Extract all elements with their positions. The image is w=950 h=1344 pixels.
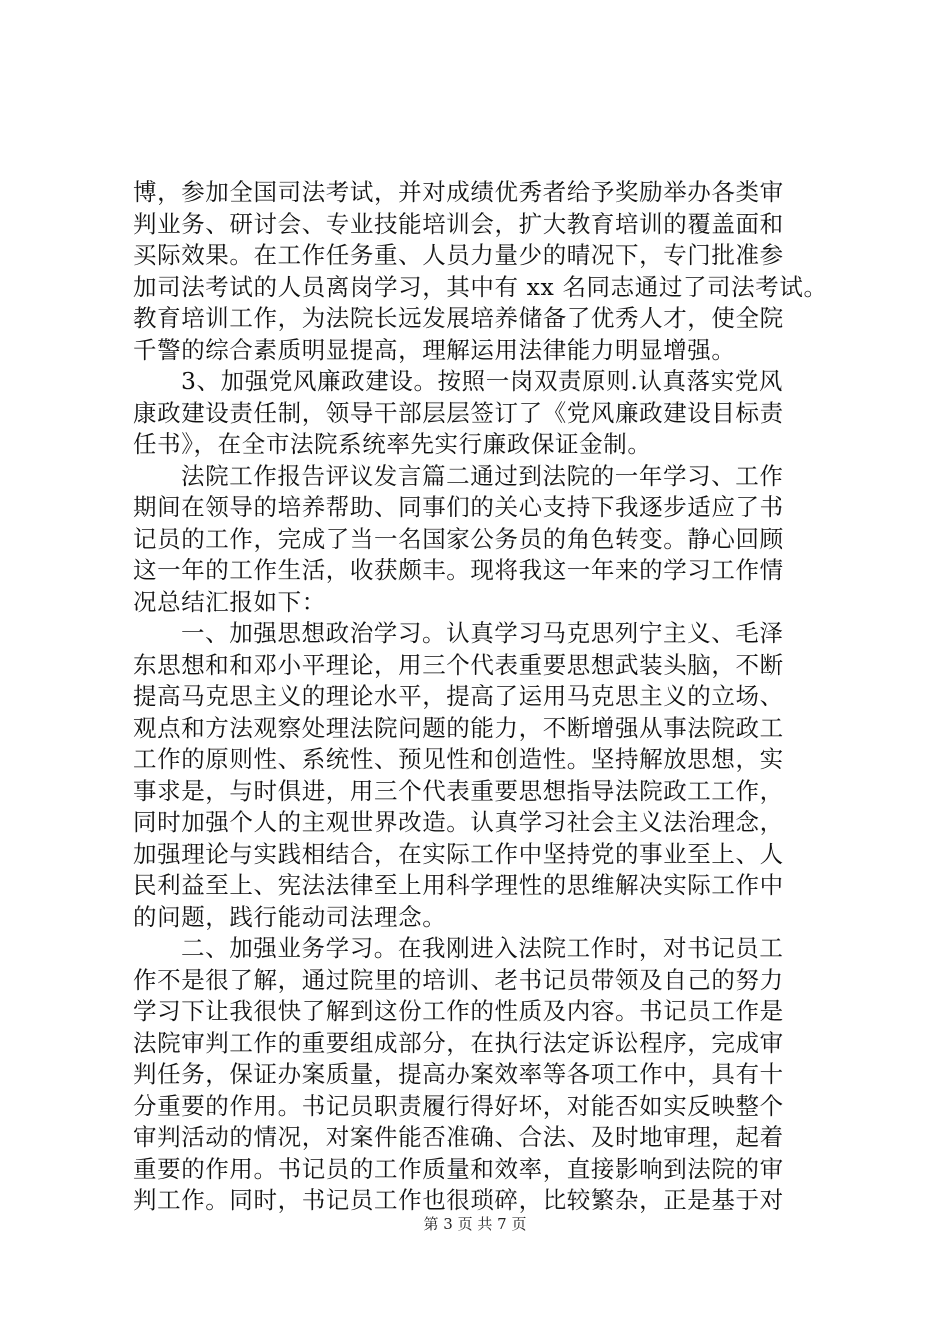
document-body bbox=[133, 177, 828, 1217]
text-line: 况总结汇报如下： bbox=[133, 587, 326, 616]
text-line: 康政建设责任制，领导干部层层签订了《党风廉政建设目标责 bbox=[133, 398, 784, 427]
text-line: 教育培训工作，为法院长远发展培养储备了优秀人才，使全院 bbox=[133, 304, 784, 332]
text-line: 判任务，保证办案质量，提高办案效率等各项工作中，具有十 bbox=[133, 1060, 784, 1088]
text-line: 博，参加全国司法考试，并对成绩优秀者给予奖励举办各类审 bbox=[133, 178, 784, 206]
text-line: 3、加强党风廉政建设。按照一岗双责原则.认真落实党风 bbox=[181, 367, 784, 395]
text-line: 法院工作报告评议发言篇二通过到法院的一年学习、工作 bbox=[181, 461, 784, 490]
text-line: 事求是，与时俱进，用三个代表重要思想指导法院政工工作， bbox=[133, 776, 784, 805]
text-line: 作不是很了解，通过院里的培训、老书记员带领及自己的努力 bbox=[133, 965, 784, 994]
text-line: 二、加强业务学习。在我刚进入法院工作时，对书记员工 bbox=[181, 934, 784, 962]
text-line: 民利益至上、宪法法律至上用科学理性的思维解决实际工作中 bbox=[133, 871, 784, 899]
text-line: 加强理论与实践相结合，在实际工作中坚持党的事业至上、人 bbox=[133, 839, 784, 868]
text-line: 千警的综合素质明显提高，理解运用法律能力明显增强。 bbox=[133, 335, 736, 364]
text-line: 观点和方法观察处理法院问题的能力，不断增强从事法院政工 bbox=[133, 713, 784, 742]
page-footer: 第 3 页 共 7 页 bbox=[423, 1215, 527, 1233]
text-line: 同时加强个人的主观世界改造。认真学习社会主义法治理念， bbox=[133, 808, 784, 836]
text-line: 判工作。同时，书记员工作也很琐碎，比较繁杂，正是基于对 bbox=[133, 1186, 784, 1214]
text-line: 判业务、研讨会、专业技能培训会，扩大教育培训的覆盖面和 bbox=[133, 209, 784, 238]
text-line: 审判活动的情况，对案件能否准确、合法、及时地审理，起着 bbox=[133, 1123, 784, 1151]
text-line: 提高马克思主义的理论水平，提高了运用马克思主义的立场、 bbox=[133, 682, 784, 710]
text-line: 加司法考试的人员离岗学习，其中有 xx 名同志通过了司法考试。 bbox=[133, 272, 828, 301]
text-line: 分重要的作用。书记员职责履行得好坏，对能否如实反映整个 bbox=[133, 1091, 784, 1120]
text-line: 学习下让我很快了解到这份工作的性质及内容。书记员工作是 bbox=[133, 997, 784, 1025]
text-line: 记员的工作，完成了当一名国家公务员的角色转变。静心回顾 bbox=[133, 524, 784, 553]
text-line: 买际效果。在工作任务重、人员力量少的晴况下，专门批准参 bbox=[133, 241, 784, 269]
text-line: 重要的作用。书记员的工作质量和效率，直接影响到法院的审 bbox=[133, 1154, 784, 1183]
text-line: 工作的原则性、系统性、预见性和创造性。坚持解放思想，实 bbox=[133, 745, 784, 773]
text-line: 一、加强思想政治学习。认真学习马克思列宁主义、毛泽 bbox=[181, 619, 784, 647]
text-line: 任书》，在全市法院系统率先实行廉政保证金制。 bbox=[133, 430, 652, 458]
text-line: 期间在领导的培养帮助、同事们的关心支持下我逐步适应了书 bbox=[133, 493, 784, 521]
text-line: 东思想和和邓小平理论，用三个代表重要思想武装头脑，不断 bbox=[133, 650, 784, 679]
text-line: 法院审判工作的重要组成部分，在执行法定诉讼程序，完成审 bbox=[133, 1028, 784, 1057]
text-line: 这一年的工作生活，收获颇丰。现将我这一年来的学习工作情 bbox=[133, 556, 784, 584]
text-line: 的问题，践行能动司法理念。 bbox=[133, 902, 447, 931]
